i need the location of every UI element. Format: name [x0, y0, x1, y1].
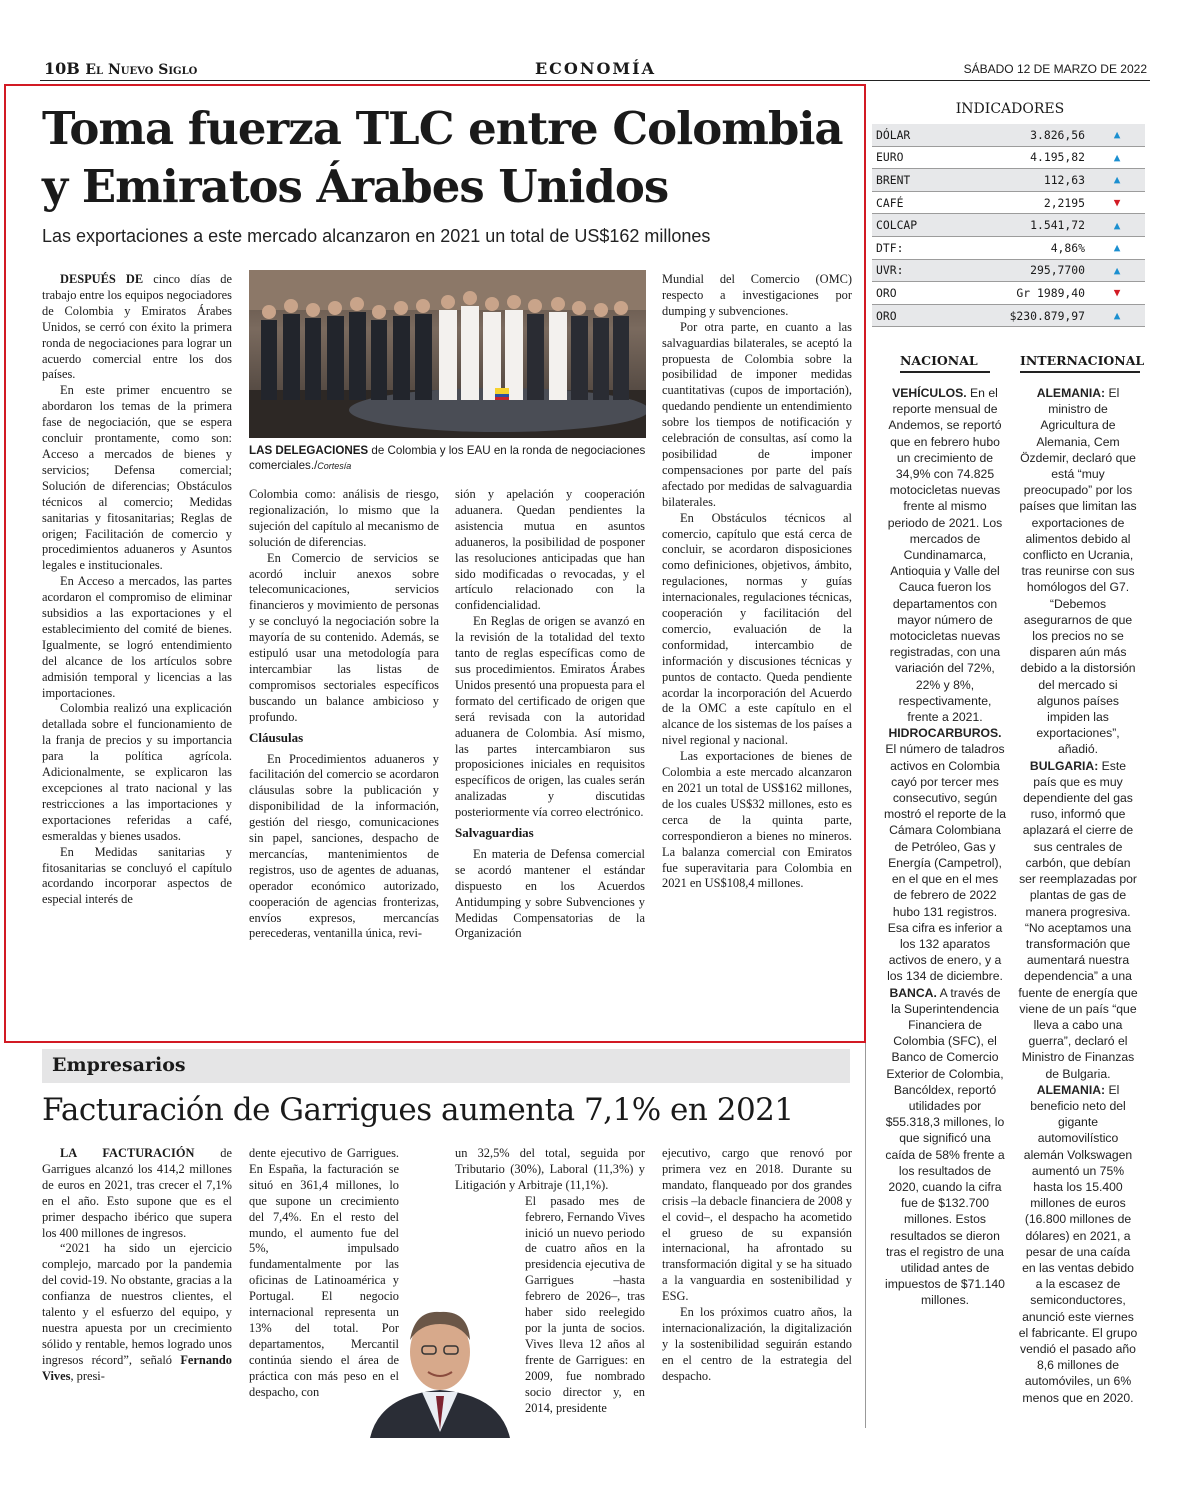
indicator-row: BRENT 112,63 ▲ — [872, 169, 1145, 192]
indicators-title: INDICADORES — [955, 101, 1065, 117]
article-headline: Toma fuerza TLC entre Colombia y Emiratos Árabes Unidos — [42, 102, 843, 213]
article-column-2: Colombia como: análisis de riesgo, regionalización, lo mismo que la sujeción del capítulo al mecanismo de solución de diferencias. En Comercio de servicios se acordó incluir anexos sobre telecomunicaciones, servicios financieros y movimiento de personas y se concluyó la negociación sobre la mayoría de su contenido. Además, se estipuló usar una metodología para intercambiar las listas de compromisos sectoriales específicos buscando un balance ambicioso y profundo. Cláusulas En Procedimientos aduaneros y facilitación del comercio se acordaron cláusulas sobre la publicación y disponibilidad de la información, gestión del riesgo, comunicaciones sin papel, sanciones, despacho de mercancías, mantenimientos de registros, uso de agentes de aduanas, operador económico autorizado, cooperación de agencias fronterizas, envíos expresos, mercancías perecederas, ventanilla única, revi- — [249, 487, 439, 941]
empresarios-label: Empresarios — [52, 1054, 186, 1076]
article-column-3: sión y apelación y cooperación aduanera. Quedan pendientes la asistencia mutua en asuntos aduaneros, la posibilidad de posponer las resoluciones anticipadas que han sido modificadas o revocadas, y el artículo relacionado con la confidencialidad. En Reglas de origen se avanzó en la revisión de la totalidad del texto tanto de reglas específicas como de sus procedimientos. Emiratos Árabes Unidos presentó una propuesta para el formato del certificado de origen que será revisada con la autoridad aduanera de Colombia. Así mismo, las partes intercambiaron sus proposiciones iniciales en requisitos específicos de origen, las cuales serán analizadas y discutidas posteriormente vía correo electrónico. Salvaguardias En materia de Defensa comercial se acordó mantener el estándar dispuesto en los Acuerdos Antidumping y sobre Subvenciones y Medidas Compensatorias de la Organización — [455, 487, 645, 941]
indicators-table — [872, 124, 1145, 327]
down-arrow-icon: ▼ — [1089, 282, 1145, 305]
indicator-row: DÓLAR 3.826,56 ▲ — [872, 124, 1145, 146]
nacional-briefs: VEHÍCULOS. En el reporte mensual de Andemos, se reportó que en febrero hubo un crecimiento de 34,9% con 74.825 motocicletas nuevas frente al mismo periodo de 2021. Los mercados de Cundinamarca, Antioquia y Valle del Cauca fueron los departamentos con mayor número de motocicletas nuevas registradas, con una variación del 72%, 22% y 8%, respectivamente, frente a 2021. HIDROCARBUROS. El número de taladros activos en Colombia cayó por tercer mes consecutivo, según mostró el reporte de la Cámara Colombiana de Petróleo, Gas y Energía (Campetrol), en el que en el mes de febrero de 2022 hubo 131 registros. Esa cifra es inferior a los 132 aparatos activos de enero, y a los 134 de diciembre. BANCA. A través de la Superintendencia Financiera de Colombia (SFC), el Banco de Comercio Exterior de Colombia, Bancóldex, reportó utilidades por $55.318,3 millones, lo que significó una caída de 58% frente a los resultados de 2020, cuando la cifra fue de $132.700 millones. Estos resultados se dieron tras el registro de una utilidad antes de impuestos de $71.140 millones. — [884, 386, 1006, 1308]
subhead-clausulas: Cláusulas — [249, 729, 304, 745]
page-number: 10B El Nuevo Siglo — [44, 59, 198, 78]
garrigues-column-1: LA FACTURACIÓN de Garrigues alcanzó los 414,2 millones de euros en 2021, tras crecer el 7,1% en el año. Esto supone que es el primer despacho ibérico que supera los 400 millones de ingresos. “2021 ha sido un ejercicio complejo, marcado por la pandemia del covid-19. No obstante, gracias a la confianza de nuestros clientes, el talento y el esfuerzo del equipo, y nuestra apuesta por un crecimiento sólido y rentable, hemos logrado unos ingresos récord”, señaló Fernando Vives, presi- — [42, 1146, 232, 1383]
nacional-title: NACIONAL — [900, 353, 990, 373]
up-arrow-icon: ▲ — [1089, 214, 1145, 237]
indicator-row: ORO $230.879,97 ▲ — [872, 304, 1145, 327]
section-title: ECONOMÍA — [534, 59, 657, 78]
garrigues-column-3: un 32,5% del total, seguida por Tributario (30%), Laboral (11,3%) y Litigación y Arbitraje (11,1%). El pasado mes de febrero, Fernando Vives inició un nuevo periodo de cuatro años en la presidencia ejecutiva de Garrigues –hasta febrero de 2026–, tras haber sido reelegido por la junta de socios. Vives lleva 12 años al frente de Garrigues: en 2009, fue nombrado socio director y, en 2014, presidente — [455, 1146, 645, 1415]
internacional-briefs: ALEMANIA: El ministro de Agricultura de Alemania, Cem Özdemir, declaró que está “muy preocupado” por los países que limitan las exportaciones de alimentos debido al conflicto en Ucrania, tras reunirse con sus homólogos del G7. “Debemos asegurarnos de que los precios no se disparen aún más debido a la distorsión del mercado si algunos países impiden las exportaciones”, añadió. BULGARIA: Este país que es muy dependiente del gas ruso, informó que aplazará el cierre de sus centrales de carbón, que debían ser reemplazadas por plantas de gas de manera progresiva. “No aceptamos una transformación que aumentará nuestra dependencia” a una fuente de energía que viene de un país “que lleva a cabo una guerra”, declaró el Ministro de Finanzas de Bulgaria. ALEMANIA: El beneficio neto del gigante automovilístico alemán Volkswagen aumentó un 75% hasta los 15.400 millones de euros (16.800 millones de dólares) en 2021, a pesar de una caída en las ventas debido a la escasez de semiconductores, anunció este viernes el fabricante. El grupo vendió el pasado año 8,6 millones de automóviles, un 6% menos que en 2020. — [1018, 386, 1138, 1405]
up-arrow-icon: ▲ — [1089, 146, 1145, 169]
garrigues-column-2: dente ejecutivo de Garrigues. En España, la facturación se situó en 361,4 millones, lo que supone un crecimiento del 7,4%. En el resto del mundo, el aumento fue del 5%, impulsado fundamentalmente por las oficinas de Latinoamérica y Portugal. El negocio internacional representa un 13% del total. Por departamentos, Mercantil continúa siendo el área de práctica con más peso en el despacho, con — [249, 1146, 399, 1399]
masthead: El Nuevo Siglo — [85, 62, 198, 78]
photo-caption: LAS DELEGACIONES de Colombia y los EAU en la ronda de negociaciones comerciales./Cortesía — [249, 444, 646, 472]
up-arrow-icon: ▲ — [1089, 304, 1145, 327]
up-arrow-icon: ▲ — [1089, 236, 1145, 259]
fernando-vives-portrait — [360, 1300, 520, 1438]
indicator-row: ORO Gr 1989,40 ▼ — [872, 282, 1145, 305]
article-column-4: Mundial del Comercio (OMC) respecto a investigaciones por dumping y subvenciones. Por otra parte, en cuanto a las salvaguardias bilaterales, se aceptó la propuesta de Colombia sobre la posibilidad de imponer medidas cuantitativas (cupos de importación), quedando pendiente un entendimiento sobre los tiempos de notificación y celebración de consultas, así como la posibilidad de imponer compensaciones por parte del país afectado por medidas de salvaguardia bilaterales. En Obstáculos técnicos al comercio, capítulo que está cerca de concluir, se acordaron disposiciones como definiciones, objetivos, ámbito, regulaciones, normas y guías internacionales, regulaciones técnicas, cooperación y facilitación del comercio, evaluación de la conformidad, intercambio de información y discusiones técnicas y puntos de contacto. Queda pendiente acordar la incorporación del Acuerdo de la OMC a este capítulo en el alcance de los sistemas de los países a nivel regional y nacional. Las exportaciones de bienes de Colombia a este mercado alcanzaron en 2021 un total de US$162 millones, de los cuales US$32 millones, esto es cerca de la quinta parte, correspondieron a bienes no mineros. La balanza comercial con Emiratos fue superavitaria para Colombia en 2021 en US$108,4 millones. — [662, 272, 852, 891]
article-deck: Las exportaciones a este mercado alcanzaron en 2021 un total de US$162 millones — [42, 226, 711, 246]
indicator-row: DTF: 4,86% ▲ — [872, 236, 1145, 259]
internacional-title: INTERNACIONAL — [1020, 353, 1140, 373]
delegations-photo — [249, 270, 646, 438]
indicator-row: UVR: 295,7700 ▲ — [872, 259, 1145, 282]
garrigues-column-4: ejecutivo, cargo que renovó por primera vez en 2018. Durante su mandato, flanqueado por dos grandes crisis –la debacle financiera de 2008 y el covid–, el despacho ha acometido el grueso de su expansión internacional, ha afrontado su transformación digital y se ha situado a la vanguardia en sostenibilidad y ESG. En los próximos cuatro años, la internacionalización, la digitalización y la sostenibilidad seguirán estando en el centro de la estrategia del despacho. — [662, 1146, 852, 1383]
indicator-row: CAFÉ 2,2195 ▼ — [872, 191, 1145, 214]
subhead-salvaguardias: Salvaguardias — [455, 825, 534, 841]
indicator-row: COLCAP 1.541,72 ▲ — [872, 214, 1145, 237]
up-arrow-icon: ▲ — [1089, 259, 1145, 282]
indicator-row: EURO 4.195,82 ▲ — [872, 146, 1145, 169]
dateline: SÁBADO 12 DE MARZO DE 2022 — [963, 62, 1147, 76]
down-arrow-icon: ▼ — [1089, 191, 1145, 214]
up-arrow-icon: ▲ — [1089, 124, 1145, 146]
garrigues-headline: Facturación de Garrigues aumenta 7,1% en 2021 — [42, 1092, 794, 1128]
article-column-1: DESPUÉS DE cinco días de trabajo entre los equipos negociadores de Colombia y Emiratos Árabes Unidos, se cerró con éxito la primera ronda de negociaciones para lograr un acuerdo comercial entre los dos países. En este primer encuentro se abordaron los temas de la primera fase de negociación, que se espera concluir prontamente, como son: Acceso a mercados de bienes y servicios; Defensa comercial; Solución de diferencias; Obstáculos técnicos al comercio; Medidas sanitarias y fitosanitarias; Reglas de origen; Facilitación de comercio y procedimientos aduaneros y Asuntos legales e institucionales. En Acceso a mercados, las partes acordaron el compromiso de eliminar subsidios a las exportaciones y el establecimiento del comité de bienes. Igualmente, se logró entendimiento del alcance de los artículos sobre admisión temporal y licencias a las importaciones. Colombia realizó una explicación detallada sobre el funcionamiento de la franja de precios y su importancia para la política agrícola. Adicionalmente, se explicaron las excepciones al trato nacional y las restricciones a las importaciones y exportaciones referidas a café, esmeraldas y bienes usados. En Medidas sanitarias y fitosanitarias se concluyó el capítulo acordando incorporar aspectos de especial interés de — [42, 272, 232, 907]
header-rule — [40, 80, 1150, 81]
up-arrow-icon: ▲ — [1089, 169, 1145, 192]
